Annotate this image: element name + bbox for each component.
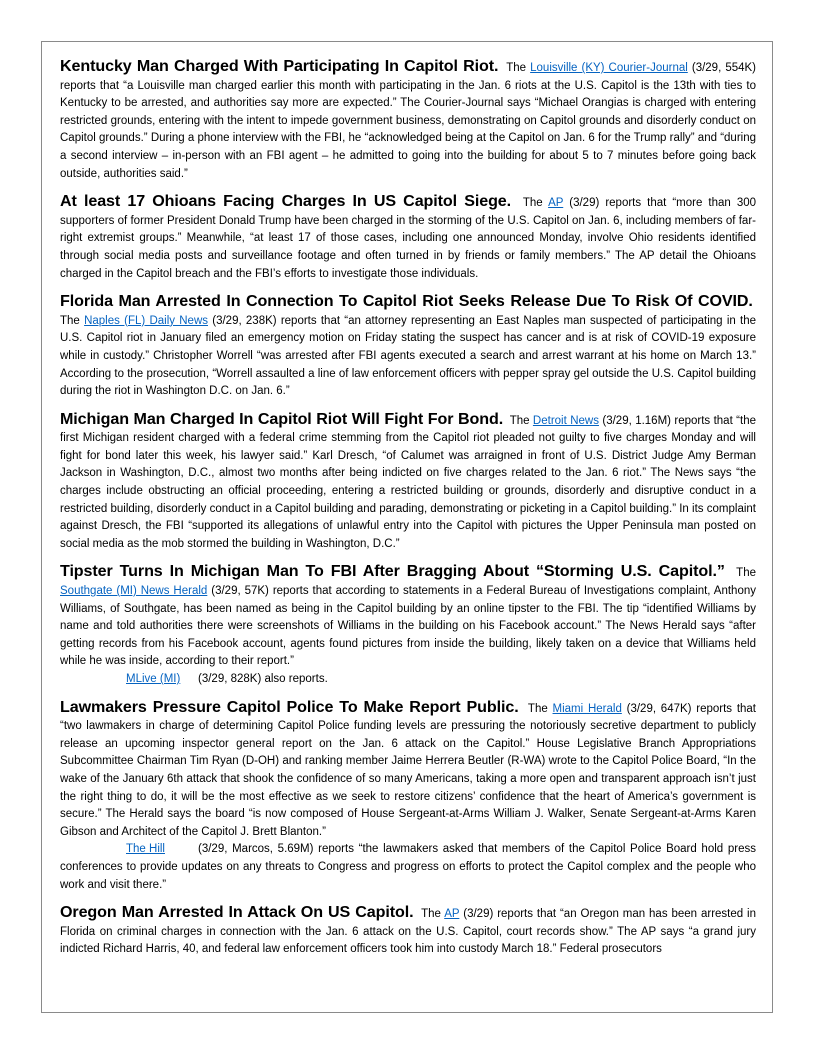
article-body: (3/29, 554K) reports that “a Louisville man charged earlier this month with participating in the Jan. 6 riots at the U.S. Capitol is the 13th with ties to Kentucky to be arrested, and authorities say more are expected.” The Courier-Journal says “Michael Orangias is charged with entering restricted grounds, entering with the intent to impede government business, demonstrating on Capitol grounds and disorderly conduct on Capitol grounds.” During a phone interview with the FBI, he “acknowledged being at the Capitol on Jan. 6 for the Trump rally” and “during a second interview – in-person with an FBI agent – he admitted to going into the building for about 5 to 7 minutes before going back outside, authorities said.”: [60, 62, 757, 180]
article-headline: Tipster Turns In Michigan Man To FBI After Bragging About “Storming U.S. Capitol.”: [60, 562, 725, 581]
source-link[interactable]: MLive (MI): [126, 673, 181, 685]
article-tipster-wrap: [60, 563, 756, 688]
source-link[interactable]: Southgate (MI) News Herald: [60, 585, 208, 598]
article-body: (3/29, 647K) reports that “two lawmakers in charge of determining Capitol Police funding levels are pressuring the notoriously secretive department to publicly release an upcoming inspector general report on the Jan. 6 attack on the Capitol.” House Legislative Branch Appropriations Subcommittee Chairman Tim Ryan (D-OH) and ranking member Jaime Herrera Beutler (R-WA) wrote to the Capitol Police Board, “In the wake of the January 6th attack that shook the confidence of so many Americans, taking a more open and transparent approach isn’t just the right thing to do, it will be the most effective as we seek to restore citizens’ confidence that the heart of America’s government is secure.” The Herald says the board “is now composed of House Sergeant-at-Arms William J. Walker, Senate Sergeant-at-Arms Karen Gibson and Architect of the Capitol J. Brett Blanton.”: [60, 702, 756, 838]
article-tipster: Tipster Turns In Michigan Man To FBI After Bragging About “Storming U.S. Capitol.” The Southgate (MI) News Herald (3/29, 57K) reports that according to statements in a Federal Bureau of Investigations complaint, Anthony Williams, of Southgate, has been named as being in the Capitol building by an online tipster to the FBI. The tip “identified Williams by name and told authorities there were screenshots of Williams in the building on his Facebook account.” The News Herald says “after getting records from his Facebook account, agents found pictures from inside the building, likely taken on a device that Williams held while he was inside, according to their report.”: [60, 562, 756, 668]
article-kentucky: Kentucky Man Charged With Participating In Capitol Riot. The Louisville (KY) Courier-Journal (3/29, 554K) reports that “a Louisville man charged earlier this month with participating in the Jan. 6 riots at the U.S. Capitol is the 13th with ties to Kentucky to be arrested, and authorities say more are expected.” The Courier-Journal says “Michael Orangias is charged with entering restricted grounds, entering with the intent to impede government business, demonstrating on Capitol grounds and disorderly conduct on Capitol grounds.” During a phone interview with the FBI, he “acknowledged being at the Capitol on Jan. 6 for the Trump rally” and “during a second interview – in-person with an FBI agent – he admitted to going into the building for about 5 to 7 minutes before going back outside, authorities said.”: [60, 57, 757, 180]
news-content: [60, 58, 756, 969]
article-oregon: Oregon Man Arrested In Attack On US Capitol. The AP (3/29) reports that “an Oregon man has been arrested in Florida on criminal charges in connection with the Jan. 6 attack on the U.S. Capitol, court records show.” The AP says “a grand jury indicted Richard Harris, 40, and federal law enforcement officers took him into custody March 18.” Federal prosecutors: [60, 903, 757, 956]
article-lawmakers: Lawmakers Pressure Capitol Police To Make Report Public. The Miami Herald (3/29, 647K) reports that “two lawmakers in charge of determining Capitol Police funding levels are pressuring the notoriously secretive department to publicly release an upcoming inspector general report on the Jan. 6 attack on the Capitol.” House Legislative Branch Appropriations Subcommittee Chairman Tim Ryan (D-OH) and ranking member Jaime Herrera Beutler (R-WA) wrote to the Capitol Police Board, “In the wake of the January 6th attack that shook the confidence of so many Americans, taking a more open and transparent approach isn’t just the right thing to do, it will be the most effective as we seek to restore citizens’ confidence that the heart of America’s government is secure.” The Herald says the board “is now composed of House Sergeant-at-Arms William J. Walker, Senate Sergeant-at-Arms Karen Gibson and Architect of the Capitol J. Brett Blanton.”: [60, 697, 756, 838]
article-florida: Florida Man Arrested In Connection To Capitol Riot Seeks Release Due To Risk Of COVID. The Naples (FL) Daily News (3/29, 238K) reports that “an attorney representing an East Naples man suspected of participating in the U.S. Capitol riot in January filed an emergency motion on Friday stating the suspect has cancer and is at risk of COVID-19 exposure while in custody.” Christopher Worrell “was arrested after FBI agents executed a search and arrest warrant at his home on March 13.” According to the prosecution, “Worrell assaulted a line of law enforcement officers with pepper spray gel outside the U.S. Capitol building during the riot in Washington D.C. on Jan. 6.”: [60, 292, 756, 398]
article-headline: Lawmakers Pressure Capitol Police To Make Report Public.: [60, 697, 519, 716]
source-link[interactable]: Louisville (KY) Courier-Journal: [530, 62, 688, 74]
article-headline: Oregon Man Arrested In Attack On US Capitol.: [60, 903, 414, 922]
source-link[interactable]: AP: [444, 908, 460, 921]
source-link[interactable]: Miami Herald: [552, 702, 622, 715]
article-lawmakers-wrap: [60, 699, 756, 895]
article-headline: Michigan Man Charged In Capitol Riot Will Fight For Bond.: [60, 409, 504, 428]
article-body: (3/29) reports that “more than 300 supporters of former President Donald Trump have been charged in the storming of the U.S. Capitol on Jan. 6, including members of far-right extremist groups.” Meanwhile, “at least 17 of those cases, including one announced Monday, involve Ohio residents identified through social media posts and surveillance footage and often turned in by friends or family members.” The AP detail the Ohioans charged in the Capitol breach and the FBI’s efforts to investigate those individuals.: [60, 197, 757, 280]
article-headline: Kentucky Man Charged With Participating In Capitol Riot.: [60, 57, 499, 75]
source-link[interactable]: Naples (FL) Daily News: [84, 314, 208, 327]
article-headline: At least 17 Ohioans Facing Charges In US Capitol Siege.: [60, 192, 512, 211]
source-link[interactable]: Detroit News: [532, 414, 599, 427]
article-michigan: Michigan Man Charged In Capitol Riot Will Fight For Bond. The Detroit News (3/29, 1.16M) reports that “the first Michigan resident charged with a federal crime stemming from the Capitol riot pleaded not guilty to five charges Monday and will fight for bond later this week, his lawyer said.” Karl Dresch, “of Calumet was arraigned in front of U.S. District Judge Amy Berman Jackson in Washington, D.C., almost two months after being indicted on five charges related to the Jan. 6 riot.” The News says “the charges include obstructing an official proceeding, entering a restricted building or grounds, disorderly and disruptive conduct in a restricted building, disorderly conduct in a Capitol building and parading, demonstrating or picketing in a Capitol building.” In its complaint against Dresch, the FBI “supported its allegations of unlawful entry into the Capitol with pictures the Upper Peninsula man posted on social media as the mob stormed the building in Washington, D.C.”: [60, 409, 756, 550]
article-body: (3/29, 1.16M) reports that “the first Michigan resident charged with a federal crime stemming from the Capitol riot pleaded not guilty to five charges Monday and will fight for bond later this week, his lawyer said.” Karl Dresch, “of Calumet was arraigned in front of U.S. District Judge Amy Berman Jackson in Washington, D.C., almost two months after being indicted on five charges related to the Jan. 6 riot.” The News says “the charges include obstructing an official proceeding, entering a restricted building or grounds, disorderly and disruptive conduct in a restricted building, disorderly conduct in a Capitol building and parading, demonstrating or picketing in a Capitol building.” In its complaint against Dresch, the FBI “supported its allegations of unlawful entry into the Capitol with pictures the Upper Peninsula man posted on social media as the mob stormed the building in Washington, D.C.”: [60, 414, 756, 550]
article-body: (3/29, 57K) reports that according to statements in a Federal Bureau of Investigations complaint, Anthony Williams, of Southgate, has been named as being in the Capitol building by an online tipster to the FBI. The tip “identified Williams by name and told authorities there were screenshots of Williams in the building on his Facebook account.” The News Herald says “after getting records from his Facebook account, agents found pictures from inside the building, likely taken on a device that Williams held while he was inside, according to their report.”: [60, 585, 756, 668]
source-link[interactable]: The Hill: [126, 843, 165, 856]
article-headline: Florida Man Arrested In Connection To Capitol Riot Seeks Release Due To Risk Of COVID.: [60, 292, 753, 311]
article-ohio: At least 17 Ohioans Facing Charges In US Capitol Siege. The AP (3/29) reports that “more than 300 supporters of former President Donald Trump have been charged in the storming of the U.S. Capitol on Jan. 6, including members of far-right extremist groups.” Meanwhile, “at least 17 of those cases, including one announced Monday, involve Ohio residents identified through social media posts and surveillance footage and often turned in by friends or family members.” The AP detail the Ohioans charged in the Capitol breach and the FBI’s efforts to investigate those individuals.: [60, 192, 757, 280]
article-body: (3/29) reports that “an Oregon man has been arrested in Florida on criminal charges in connection with the Jan. 6 attack on the U.S. Capitol, court records show.” The AP says “a grand jury indicted Richard Harris, 40, and federal law enforcement officers took him into custody March 18.” Federal prosecutors: [60, 908, 757, 956]
article-body: (3/29, 238K) reports that “an attorney representing an East Naples man suspected of participating in the U.S. Capitol riot in January filed an emergency motion on Friday stating the suspect has cancer and is at risk of COVID-19 exposure while in custody.” Christopher Worrell “was arrested after FBI agents executed a search and arrest warrant at his home on March 13.” According to the prosecution, “Worrell assaulted a line of law enforcement officers with pepper spray gel outside the U.S. Capitol building during the riot in Washington D.C. on Jan. 6.”: [60, 314, 756, 398]
also-reports: MLive (MI) (3/29, 828K) also reports.: [60, 671, 756, 689]
source-link[interactable]: AP: [548, 197, 564, 210]
also-reports: The Hill (3/29, Marcos, 5.69M) reports “the lawmakers asked that members of the Capitol Police Board hold press conferences to provide updates on any threats to Congress and progress on efforts to protect the Capitol complex and the people who work and visit there.”: [60, 843, 756, 891]
